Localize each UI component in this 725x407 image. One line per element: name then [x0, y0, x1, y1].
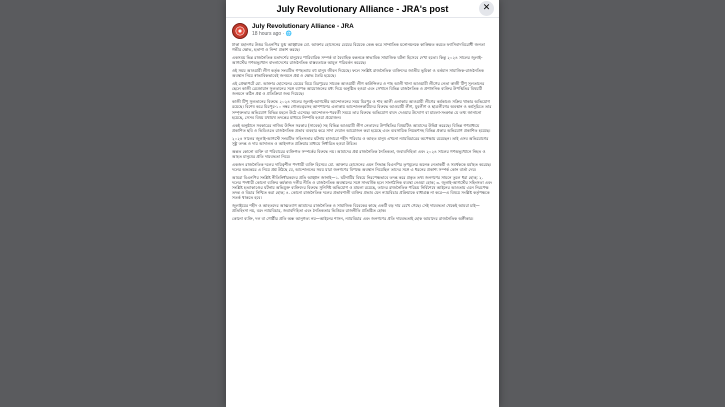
globe-icon: 🌐: [285, 31, 292, 37]
author-block: [252, 23, 354, 37]
post-paragraph: একই অনুষ্ঠানে সবকারের নাজিম উদ্দিন সরকার (সাবেক) সহ বিভিন্ন আওয়ামী লীগ নেতাদের উপস্থিতির বিষয়টিও আমাদের উদ্বিগ্ন করেছে। বিভিন্ন গণমাধ্যমে প্রকাশিত ছবি ও ভিডিওতে রাজনৈতিক প্রভাব ব্যবহার করে সাদা দেয়াল আয়োজন করা হয়েছে এবং ব্যবসায়িক নিয়ন্ত্রণসহ বিভিন্ন প্রকার অভিযোগ প্রকাশিত হয়েছে।: [232, 122, 491, 133]
post-modal: [226, 0, 499, 407]
post-timestamp[interactable]: 18 hours ago ·: [252, 31, 286, 37]
post-paragraph: কাজী টিপু সুলতানের বিরুদ্ধে ২০২৪ সালের জুলাই-আগস্টের আন্দোলনের সময় মিরপুর ও শাহ আলী এলাকায় আওয়ামী লীগের কর্মকাণ্ডে সক্রিয় থাকার অভিযোগ রয়েছে। বিশেষ করে মিরপুর-১০ নম্বর গোলচত্বরসহ আশপাশের এলাকায় আন্দোলনকারীদের বিরুদ্ধে আওয়ামী লীগ, যুবলীগ ও ছাত্রলীগের অবস্থান ও কর্মসূচিতে তার সম্পৃক্ততার অভিযোগ বিভিন্ন মহলে উঠে এসেছে। আন্দোলন-পরবর্তী সময়ে তার বিরুদ্ধে অভিযোগ বাবদ দেওয়ার উদ্যোগ বা মামলা-সংক্রান্ত যে তথ্য জানানো হয়েছে, সেসব বিষয় যথাযথ তদন্তের মাধ্যমে নিষ্পত্তি হওয়া প্রয়োজন।: [232, 99, 492, 120]
modal-header: [226, 0, 499, 18]
post-paragraph: কোনো ব্যক্তি, দল বা গোষ্ঠীর প্রতি অন্ধ আনুগত্য নয়—আইনের শাসন, ন্যায়বিচার এবং জনগণের প্রতি দায়বদ্ধতাই হোক আমাদের রাজনৈতিক অঙ্গীকার।: [232, 216, 474, 222]
close-button[interactable]: [479, 1, 494, 16]
post-paragraph: অন্তত কোনো ব্যক্তি বা পরিবারের ব্যক্তিগত সম্পর্কের বিরুদ্ধে নয়। আমাদের প্রশ্ন রাজনৈতিক নৈতিকতা, জবাবদিহিতা এবং ২০২৪ সালের গণঅভ্যুত্থানে নিহত ও আহত মানুষের প্রতি দায়বদ্ধতা নিয়ে।: [232, 148, 486, 159]
backdrop[interactable]: [0, 0, 226, 407]
author-name[interactable]: July Revolutionary Alliance - JRA: [252, 23, 354, 30]
modal-title: July Revolutionary Alliance - JRA's post: [276, 3, 449, 14]
post-text: [226, 41, 499, 221]
post-paragraph: একসময় ভিন্ন রাজনৈতিক মতাদর্শের মানুষের পারিবারিক সম্পর্ক বা বৈবাহিক বন্ধনকে স্বাভাবিক সামাজিক ঘটনা হিসেবে দেখা হতো। কিন্তু ২০২৪ সালের জুলাই-আগস্টের গণঅভ্যুত্থান বাংলাদেশের রাজনৈতিক বাস্তবতাকে আমূল পরিবর্তন করেছে।: [232, 55, 483, 66]
avatar-logo-icon: [235, 26, 245, 36]
avatar[interactable]: [232, 23, 248, 39]
post-paragraph: এই প্রেক্ষাপটে মো. আক্তার হোসেনের মেয়ের বিয়ে মিরপুরের সাবেক আওয়ামী লীগ কাউন্সিলর ও শাহ আলী থানা আওয়ামী লীগের নেতা কাজী টিপু সুলতানের ছেলে কাজী রেজোয়ান সুলতানের সঙ্গে ব্যাপক আয়োজনের মধ্য দিয়ে অনুষ্ঠিত হওয়া এবং সেখানে বিভিন্ন রাজনৈতিক ও প্রশাসনিক ব্যক্তির উপস্থিতির বিষয়টি জনমনে কঠিন প্রশ্ন ও প্রতিক্রিয়া জন্ম দিয়েছে।: [232, 81, 485, 97]
post-paragraph: জুলাইয়ের শহীদ ও আহতদের আত্মত্যাগ আমাদের রাজনৈতিক ও সামাজিক বিবেকের কাছে একটি বড় দায় রেখে গেছে। সেই দায়বদ্ধতা থেকেই আমরা চাই—প্রতিহিংসা নয়, বরং ন্যায়বিচার, জবাবদিহিতা এবং নৈতিকতার ভিত্তিতে রাজনীতি প্রতিষ্ঠিত হোক।: [232, 203, 480, 214]
post-header: [226, 18, 499, 41]
backdrop[interactable]: [499, 0, 725, 407]
post-paragraph: আমরা বিএনপির সংশ্লিষ্ট নীতিনির্ধারকদের প্রতি আহ্বান জানাই—১. ঘটনাটির বিষয়ে নিরপেক্ষভাবে তদন্ত করে প্রকৃত তথ্য জনগণের সামনে তুলে ধরা হোক; ২. দলের পদধারী কোনো ব্যক্তির কর্মকাণ্ড দলীয় নীতি ও রাজনৈতিক অবস্থানের সঙ্গে সাংঘর্ষিক হলে সাংগঠনিক ব্যবস্থা নেওয়া হোক; ৩. জুলাই-আগস্টের সহিংসতা এবং সংশ্লিষ্ট হত্যাকাণ্ডের ঘটনায় অভিযুক্ত ব্যক্তিদের বিরুদ্ধে সুনির্দিষ্ট অভিযোগ ও মামলা রয়েছে, তাদের রাজনৈতিক পরিচয় নির্বিশেষে আইনের আওতায় এনে নিরপেক্ষ তদন্ত ও বিচার নিশ্চিত করা হোক; ৪. কোনো রাজনৈতিক দলের প্রভাবশালী ব্যক্তির প্রভাব যেন ন্যায়বিচার প্রক্রিয়াকে বাধাগ্রস্ত না করে—এ বিষয়ে সংশ্লিষ্ট কর্তৃপক্ষকে সতর্ক থাকতে হবে।: [232, 174, 492, 201]
post-paragraph: একজন রাজনৈতিক দলের দায়িত্বশীল পদধারী ব্যক্তি হিসেবে মো. আক্তার হোসেনের এমন সিদ্ধান্ত বিএনপির তৃণমূলের অনেক নেতাকর্মী ও সমর্থককে মর্মাহত করেছে। দলের অভ্যন্তরে এ নিয়ে প্রশ্ন উঠছে যে, আন্দোলনের সময় যারা জনগণের বিপক্ষে অবস্থান নিয়েছিল তাদের সঙ্গে এ ধরনের প্রকাশ্য সম্পর্ক কোন বার্তা দেয়।: [232, 161, 492, 172]
post-meta: [252, 31, 354, 37]
post-paragraph: ২০২৪ সালের জুলাই-আগস্টে সংঘটিত সহিংসতার ঘটনায় হাজারো শহীদ পরিবার ও আহত মানুষ এখনো ন্যায়বিচারের অপেক্ষায় রয়েছেন। তাই এসব অভিযোগের সুষ্ঠু তদন্ত ও দায় আদালত ও আইনগত প্রক্রিয়ার মাধ্যমে নির্ধারিত হওয়া উচিত।: [232, 135, 489, 146]
close-icon: ✕: [482, 3, 491, 13]
post-paragraph: ওই সময় আওয়ামী লীগ কর্তৃক সংঘটিত গণহত্যায় বহু মানুষ জীবন দিয়েছে। ফলে সংশ্লিষ্ট রাজনৈতিক ব্যক্তিদের জাতীয় ভূমিকা ও বর্তমান সামাজিক-রাজনৈতিক অবস্থান নিয়ে স্বাভাবিকভাবেই জনমনে প্রশ্ন ও ক্ষোভ তৈরি হয়েছে।: [232, 68, 484, 79]
post-paragraph: ঢাকা মহানগর উত্তর বিএনপির যুগ্ম আহ্বায়ক মো. আক্তার হোসেনের মেয়ের বিয়েকে কেন্দ্র করে সাম্প্রতিক মনোনয়নকে কাঙ্ক্ষিত করতে ফ্যাসিবাদবিরোধী জনতা গভীর ক্ষোভ, হতাশা ও নিন্দা প্রকাশ করছে।: [232, 42, 485, 53]
